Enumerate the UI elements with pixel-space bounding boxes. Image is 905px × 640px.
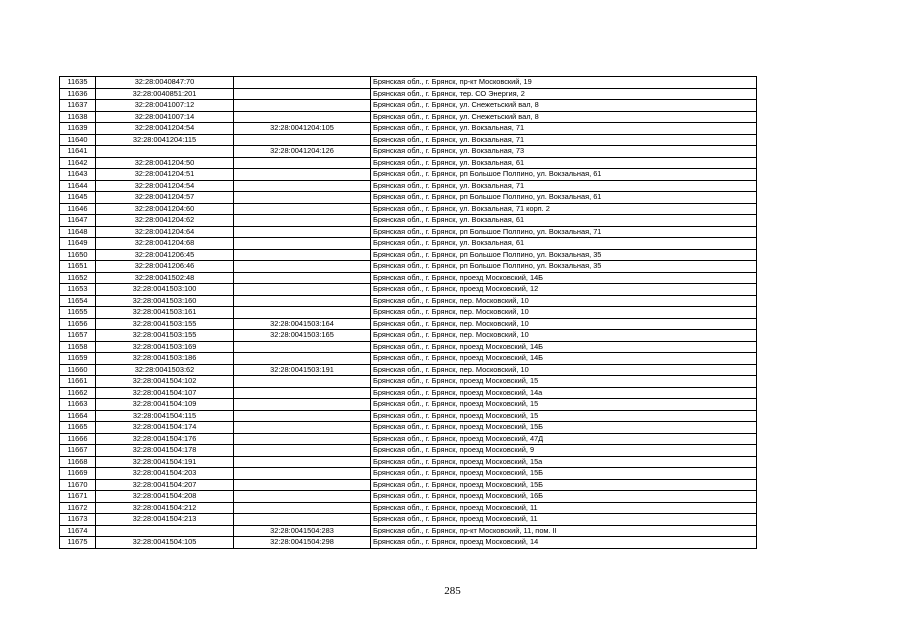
row-number-cell: 11669 (60, 468, 96, 480)
cadastral-number-cell: 32:28:0041504:203 (96, 468, 234, 480)
related-cadastral-number-cell (234, 445, 371, 457)
address-cell: Брянская обл., г. Брянск, проезд Московский, 15 (371, 399, 757, 411)
cadastral-number-cell: 32:28:0041502:48 (96, 272, 234, 284)
row-number-cell: 11645 (60, 192, 96, 204)
table-row (60, 399, 757, 411)
row-number-cell: 11672 (60, 502, 96, 514)
cadastral-number-cell: 32:28:0041204:115 (96, 134, 234, 146)
row-number-cell: 11665 (60, 422, 96, 434)
address-cell: Брянская обл., г. Брянск, проезд Московский, 9 (371, 445, 757, 457)
table-row (60, 192, 757, 204)
row-number-cell: 11643 (60, 169, 96, 181)
row-number-cell: 11647 (60, 215, 96, 227)
address-cell: Брянская обл., г. Брянск, рп Большое Полпино, ул. Вокзальная, 71 (371, 226, 757, 238)
cadastral-number-cell: 32:28:0041504:207 (96, 479, 234, 491)
related-cadastral-number-cell: 32:28:0041504:283 (234, 525, 371, 537)
related-cadastral-number-cell (234, 272, 371, 284)
related-cadastral-number-cell (234, 111, 371, 123)
related-cadastral-number-cell (234, 157, 371, 169)
address-cell: Брянская обл., г. Брянск, проезд Московский, 15 (371, 376, 757, 388)
related-cadastral-number-cell (234, 215, 371, 227)
table-row (60, 376, 757, 388)
table-row (60, 203, 757, 215)
table-row (60, 525, 757, 537)
row-number-cell: 11658 (60, 341, 96, 353)
address-cell: Брянская обл., г. Брянск, ул. Вокзальная, 71 корп. 2 (371, 203, 757, 215)
related-cadastral-number-cell (234, 502, 371, 514)
address-cell: Брянская обл., г. Брянск, ул. Снежетьский вал, 8 (371, 100, 757, 112)
row-number-cell: 11661 (60, 376, 96, 388)
table-row (60, 491, 757, 503)
row-number-cell: 11670 (60, 479, 96, 491)
row-number-cell: 11666 (60, 433, 96, 445)
table-row (60, 445, 757, 457)
table-row (60, 226, 757, 238)
table-row (60, 307, 757, 319)
related-cadastral-number-cell (234, 180, 371, 192)
row-number-cell: 11652 (60, 272, 96, 284)
address-cell: Брянская обл., г. Брянск, проезд Московский, 14 (371, 537, 757, 549)
address-cell: Брянская обл., г. Брянск, пер. Московский, 10 (371, 295, 757, 307)
row-number-cell: 11648 (60, 226, 96, 238)
row-number-cell: 11642 (60, 157, 96, 169)
row-number-cell: 11653 (60, 284, 96, 296)
cadastral-number-cell: 32:28:0041206:45 (96, 249, 234, 261)
address-cell: Брянская обл., г. Брянск, проезд Московский, 15 (371, 410, 757, 422)
row-number-cell: 11638 (60, 111, 96, 123)
related-cadastral-number-cell: 32:28:0041503:165 (234, 330, 371, 342)
related-cadastral-number-cell (234, 456, 371, 468)
row-number-cell: 11674 (60, 525, 96, 537)
row-number-cell: 11657 (60, 330, 96, 342)
related-cadastral-number-cell (234, 353, 371, 365)
related-cadastral-number-cell (234, 479, 371, 491)
cadastral-number-cell: 32:28:0041204:51 (96, 169, 234, 181)
table-row (60, 123, 757, 135)
related-cadastral-number-cell (234, 238, 371, 250)
table-row (60, 146, 757, 158)
related-cadastral-number-cell (234, 192, 371, 204)
row-number-cell: 11656 (60, 318, 96, 330)
related-cadastral-number-cell (234, 169, 371, 181)
cadastral-number-cell: 32:28:0041504:176 (96, 433, 234, 445)
cadastral-number-cell: 32:28:0041503:62 (96, 364, 234, 376)
cadastral-number-cell: 32:28:0041503:100 (96, 284, 234, 296)
row-number-cell: 11649 (60, 238, 96, 250)
cadastral-number-cell: 32:28:0041204:57 (96, 192, 234, 204)
cadastral-number-cell: 32:28:0041504:191 (96, 456, 234, 468)
address-cell: Брянская обл., г. Брянск, проезд Московский, 15Б (371, 468, 757, 480)
cadastral-number-cell: 32:28:0041504:107 (96, 387, 234, 399)
cadastral-number-cell: 32:28:0041503:169 (96, 341, 234, 353)
row-number-cell: 11651 (60, 261, 96, 273)
table-row (60, 88, 757, 100)
related-cadastral-number-cell: 32:28:0041503:191 (234, 364, 371, 376)
address-cell: Брянская обл., г. Брянск, проезд Московский, 14Б (371, 341, 757, 353)
related-cadastral-number-cell (234, 249, 371, 261)
table-row (60, 295, 757, 307)
row-number-cell: 11646 (60, 203, 96, 215)
cadastral-number-cell: 32:28:0041503:161 (96, 307, 234, 319)
table-row (60, 169, 757, 181)
address-cell: Брянская обл., г. Брянск, пер. Московский, 10 (371, 330, 757, 342)
table-row (60, 353, 757, 365)
cadastral-number-cell: 32:28:0041007:12 (96, 100, 234, 112)
related-cadastral-number-cell (234, 88, 371, 100)
address-cell: Брянская обл., г. Брянск, проезд Московский, 14Б (371, 272, 757, 284)
cadastral-number-cell: 32:28:0041504:212 (96, 502, 234, 514)
cadastral-number-cell: 32:28:0041504:105 (96, 537, 234, 549)
table-row (60, 456, 757, 468)
cadastral-number-cell: 32:28:0041504:178 (96, 445, 234, 457)
table-row (60, 468, 757, 480)
cadastral-number-cell: 32:28:0041204:54 (96, 180, 234, 192)
table-row (60, 422, 757, 434)
related-cadastral-number-cell (234, 491, 371, 503)
row-number-cell: 11675 (60, 537, 96, 549)
table-row (60, 514, 757, 526)
address-cell: Брянская обл., г. Брянск, проезд Московский, 15Б (371, 422, 757, 434)
cadastral-number-cell: 32:28:0041204:68 (96, 238, 234, 250)
address-cell: Брянская обл., г. Брянск, проезд Московский, 16Б (371, 491, 757, 503)
related-cadastral-number-cell (234, 376, 371, 388)
registry-table-body (60, 77, 757, 549)
address-cell: Брянская обл., г. Брянск, рп Большое Полпино, ул. Вокзальная, 61 (371, 192, 757, 204)
address-cell: Брянская обл., г. Брянск, пер. Московский, 10 (371, 307, 757, 319)
row-number-cell: 11671 (60, 491, 96, 503)
table-row (60, 330, 757, 342)
address-cell: Брянская обл., г. Брянск, рп Большое Полпино, ул. Вокзальная, 61 (371, 169, 757, 181)
related-cadastral-number-cell: 32:28:0041204:105 (234, 123, 371, 135)
table-row (60, 502, 757, 514)
related-cadastral-number-cell (234, 284, 371, 296)
table-row (60, 387, 757, 399)
table-row (60, 111, 757, 123)
address-cell: Брянская обл., г. Брянск, проезд Московский, 14Б (371, 353, 757, 365)
related-cadastral-number-cell (234, 134, 371, 146)
table-row (60, 433, 757, 445)
address-cell: Брянская обл., г. Брянск, пр-кт Московский, 19 (371, 77, 757, 89)
related-cadastral-number-cell (234, 387, 371, 399)
cadastral-number-cell: 32:28:0040851:201 (96, 88, 234, 100)
address-cell: Брянская обл., г. Брянск, ул. Вокзальная, 61 (371, 238, 757, 250)
address-cell: Брянская обл., г. Брянск, проезд Московский, 14а (371, 387, 757, 399)
related-cadastral-number-cell: 32:28:0041503:164 (234, 318, 371, 330)
table-row (60, 215, 757, 227)
cadastral-number-cell: 32:28:0041504:208 (96, 491, 234, 503)
row-number-cell: 11664 (60, 410, 96, 422)
related-cadastral-number-cell (234, 295, 371, 307)
related-cadastral-number-cell (234, 100, 371, 112)
table-row (60, 157, 757, 169)
cadastral-number-cell: 32:28:0041503:155 (96, 330, 234, 342)
row-number-cell: 11663 (60, 399, 96, 411)
row-number-cell: 11668 (60, 456, 96, 468)
address-cell: Брянская обл., г. Брянск, проезд Московский, 11 (371, 502, 757, 514)
related-cadastral-number-cell (234, 433, 371, 445)
cadastral-number-cell: 32:28:0041503:155 (96, 318, 234, 330)
table-row (60, 364, 757, 376)
cadastral-number-cell: 32:28:0041503:186 (96, 353, 234, 365)
row-number-cell: 11640 (60, 134, 96, 146)
table-row (60, 238, 757, 250)
cadastral-number-cell: 32:28:0041204:54 (96, 123, 234, 135)
related-cadastral-number-cell (234, 261, 371, 273)
row-number-cell: 11660 (60, 364, 96, 376)
address-cell: Брянская обл., г. Брянск, ул. Вокзальная, 61 (371, 157, 757, 169)
cadastral-number-cell: 32:28:0041504:109 (96, 399, 234, 411)
cadastral-number-cell: 32:28:0041503:160 (96, 295, 234, 307)
related-cadastral-number-cell (234, 77, 371, 89)
table-row (60, 284, 757, 296)
table-row (60, 537, 757, 549)
registry-table (59, 76, 757, 549)
address-cell: Брянская обл., г. Брянск, ул. Вокзальная, 71 (371, 134, 757, 146)
related-cadastral-number-cell (234, 399, 371, 411)
cadastral-number-cell: 32:28:0041204:60 (96, 203, 234, 215)
table-row (60, 479, 757, 491)
row-number-cell: 11635 (60, 77, 96, 89)
row-number-cell: 11650 (60, 249, 96, 261)
row-number-cell: 11641 (60, 146, 96, 158)
cadastral-number-cell: 32:28:0041204:50 (96, 157, 234, 169)
row-number-cell: 11655 (60, 307, 96, 319)
cadastral-number-cell: 32:28:0041206:46 (96, 261, 234, 273)
table-row (60, 77, 757, 89)
table-row (60, 261, 757, 273)
cadastral-number-cell (96, 525, 234, 537)
row-number-cell: 11673 (60, 514, 96, 526)
address-cell: Брянская обл., г. Брянск, ул. Вокзальная, 71 (371, 123, 757, 135)
row-number-cell: 11637 (60, 100, 96, 112)
row-number-cell: 11662 (60, 387, 96, 399)
related-cadastral-number-cell (234, 307, 371, 319)
table-row (60, 410, 757, 422)
cadastral-number-cell: 32:28:0041204:62 (96, 215, 234, 227)
cadastral-number-cell: 32:28:0041504:174 (96, 422, 234, 434)
related-cadastral-number-cell: 32:28:0041504:298 (234, 537, 371, 549)
table-row (60, 318, 757, 330)
related-cadastral-number-cell: 32:28:0041204:126 (234, 146, 371, 158)
related-cadastral-number-cell (234, 226, 371, 238)
table-row (60, 341, 757, 353)
cadastral-number-cell: 32:28:0041204:64 (96, 226, 234, 238)
row-number-cell: 11639 (60, 123, 96, 135)
related-cadastral-number-cell (234, 203, 371, 215)
row-number-cell: 11654 (60, 295, 96, 307)
address-cell: Брянская обл., г. Брянск, проезд Московский, 15а (371, 456, 757, 468)
related-cadastral-number-cell (234, 468, 371, 480)
row-number-cell: 11659 (60, 353, 96, 365)
table-row (60, 249, 757, 261)
cadastral-number-cell (96, 146, 234, 158)
table-row (60, 134, 757, 146)
address-cell: Брянская обл., г. Брянск, ул. Снежетьский вал, 8 (371, 111, 757, 123)
address-cell: Брянская обл., г. Брянск, пер. Московский, 10 (371, 364, 757, 376)
address-cell: Брянская обл., г. Брянск, проезд Московский, 12 (371, 284, 757, 296)
related-cadastral-number-cell (234, 422, 371, 434)
address-cell: Брянская обл., г. Брянск, рп Большое Полпино, ул. Вокзальная, 35 (371, 261, 757, 273)
cadastral-number-cell: 32:28:0041504:102 (96, 376, 234, 388)
address-cell: Брянская обл., г. Брянск, проезд Московский, 11 (371, 514, 757, 526)
address-cell: Брянская обл., г. Брянск, ул. Вокзальная, 71 (371, 180, 757, 192)
row-number-cell: 11644 (60, 180, 96, 192)
address-cell: Брянская обл., г. Брянск, тер. СО Энергия, 2 (371, 88, 757, 100)
row-number-cell: 11636 (60, 88, 96, 100)
table-row (60, 100, 757, 112)
related-cadastral-number-cell (234, 410, 371, 422)
table-row (60, 272, 757, 284)
cadastral-number-cell: 32:28:0041504:115 (96, 410, 234, 422)
address-cell: Брянская обл., г. Брянск, рп Большое Полпино, ул. Вокзальная, 35 (371, 249, 757, 261)
address-cell: Брянская обл., г. Брянск, проезд Московский, 15Б (371, 479, 757, 491)
address-cell: Брянская обл., г. Брянск, пер. Московский, 10 (371, 318, 757, 330)
table-row (60, 180, 757, 192)
address-cell: Брянская обл., г. Брянск, ул. Вокзальная, 61 (371, 215, 757, 227)
address-cell: Брянская обл., г. Брянск, пр-кт Московский, 11, пом. II (371, 525, 757, 537)
cadastral-number-cell: 32:28:0041504:213 (96, 514, 234, 526)
page-number: 285 (444, 585, 461, 597)
related-cadastral-number-cell (234, 341, 371, 353)
row-number-cell: 11667 (60, 445, 96, 457)
cadastral-number-cell: 32:28:0040847:70 (96, 77, 234, 89)
address-cell: Брянская обл., г. Брянск, ул. Вокзальная, 73 (371, 146, 757, 158)
cadastral-number-cell: 32:28:0041007:14 (96, 111, 234, 123)
address-cell: Брянская обл., г. Брянск, проезд Московский, 47Д (371, 433, 757, 445)
related-cadastral-number-cell (234, 514, 371, 526)
